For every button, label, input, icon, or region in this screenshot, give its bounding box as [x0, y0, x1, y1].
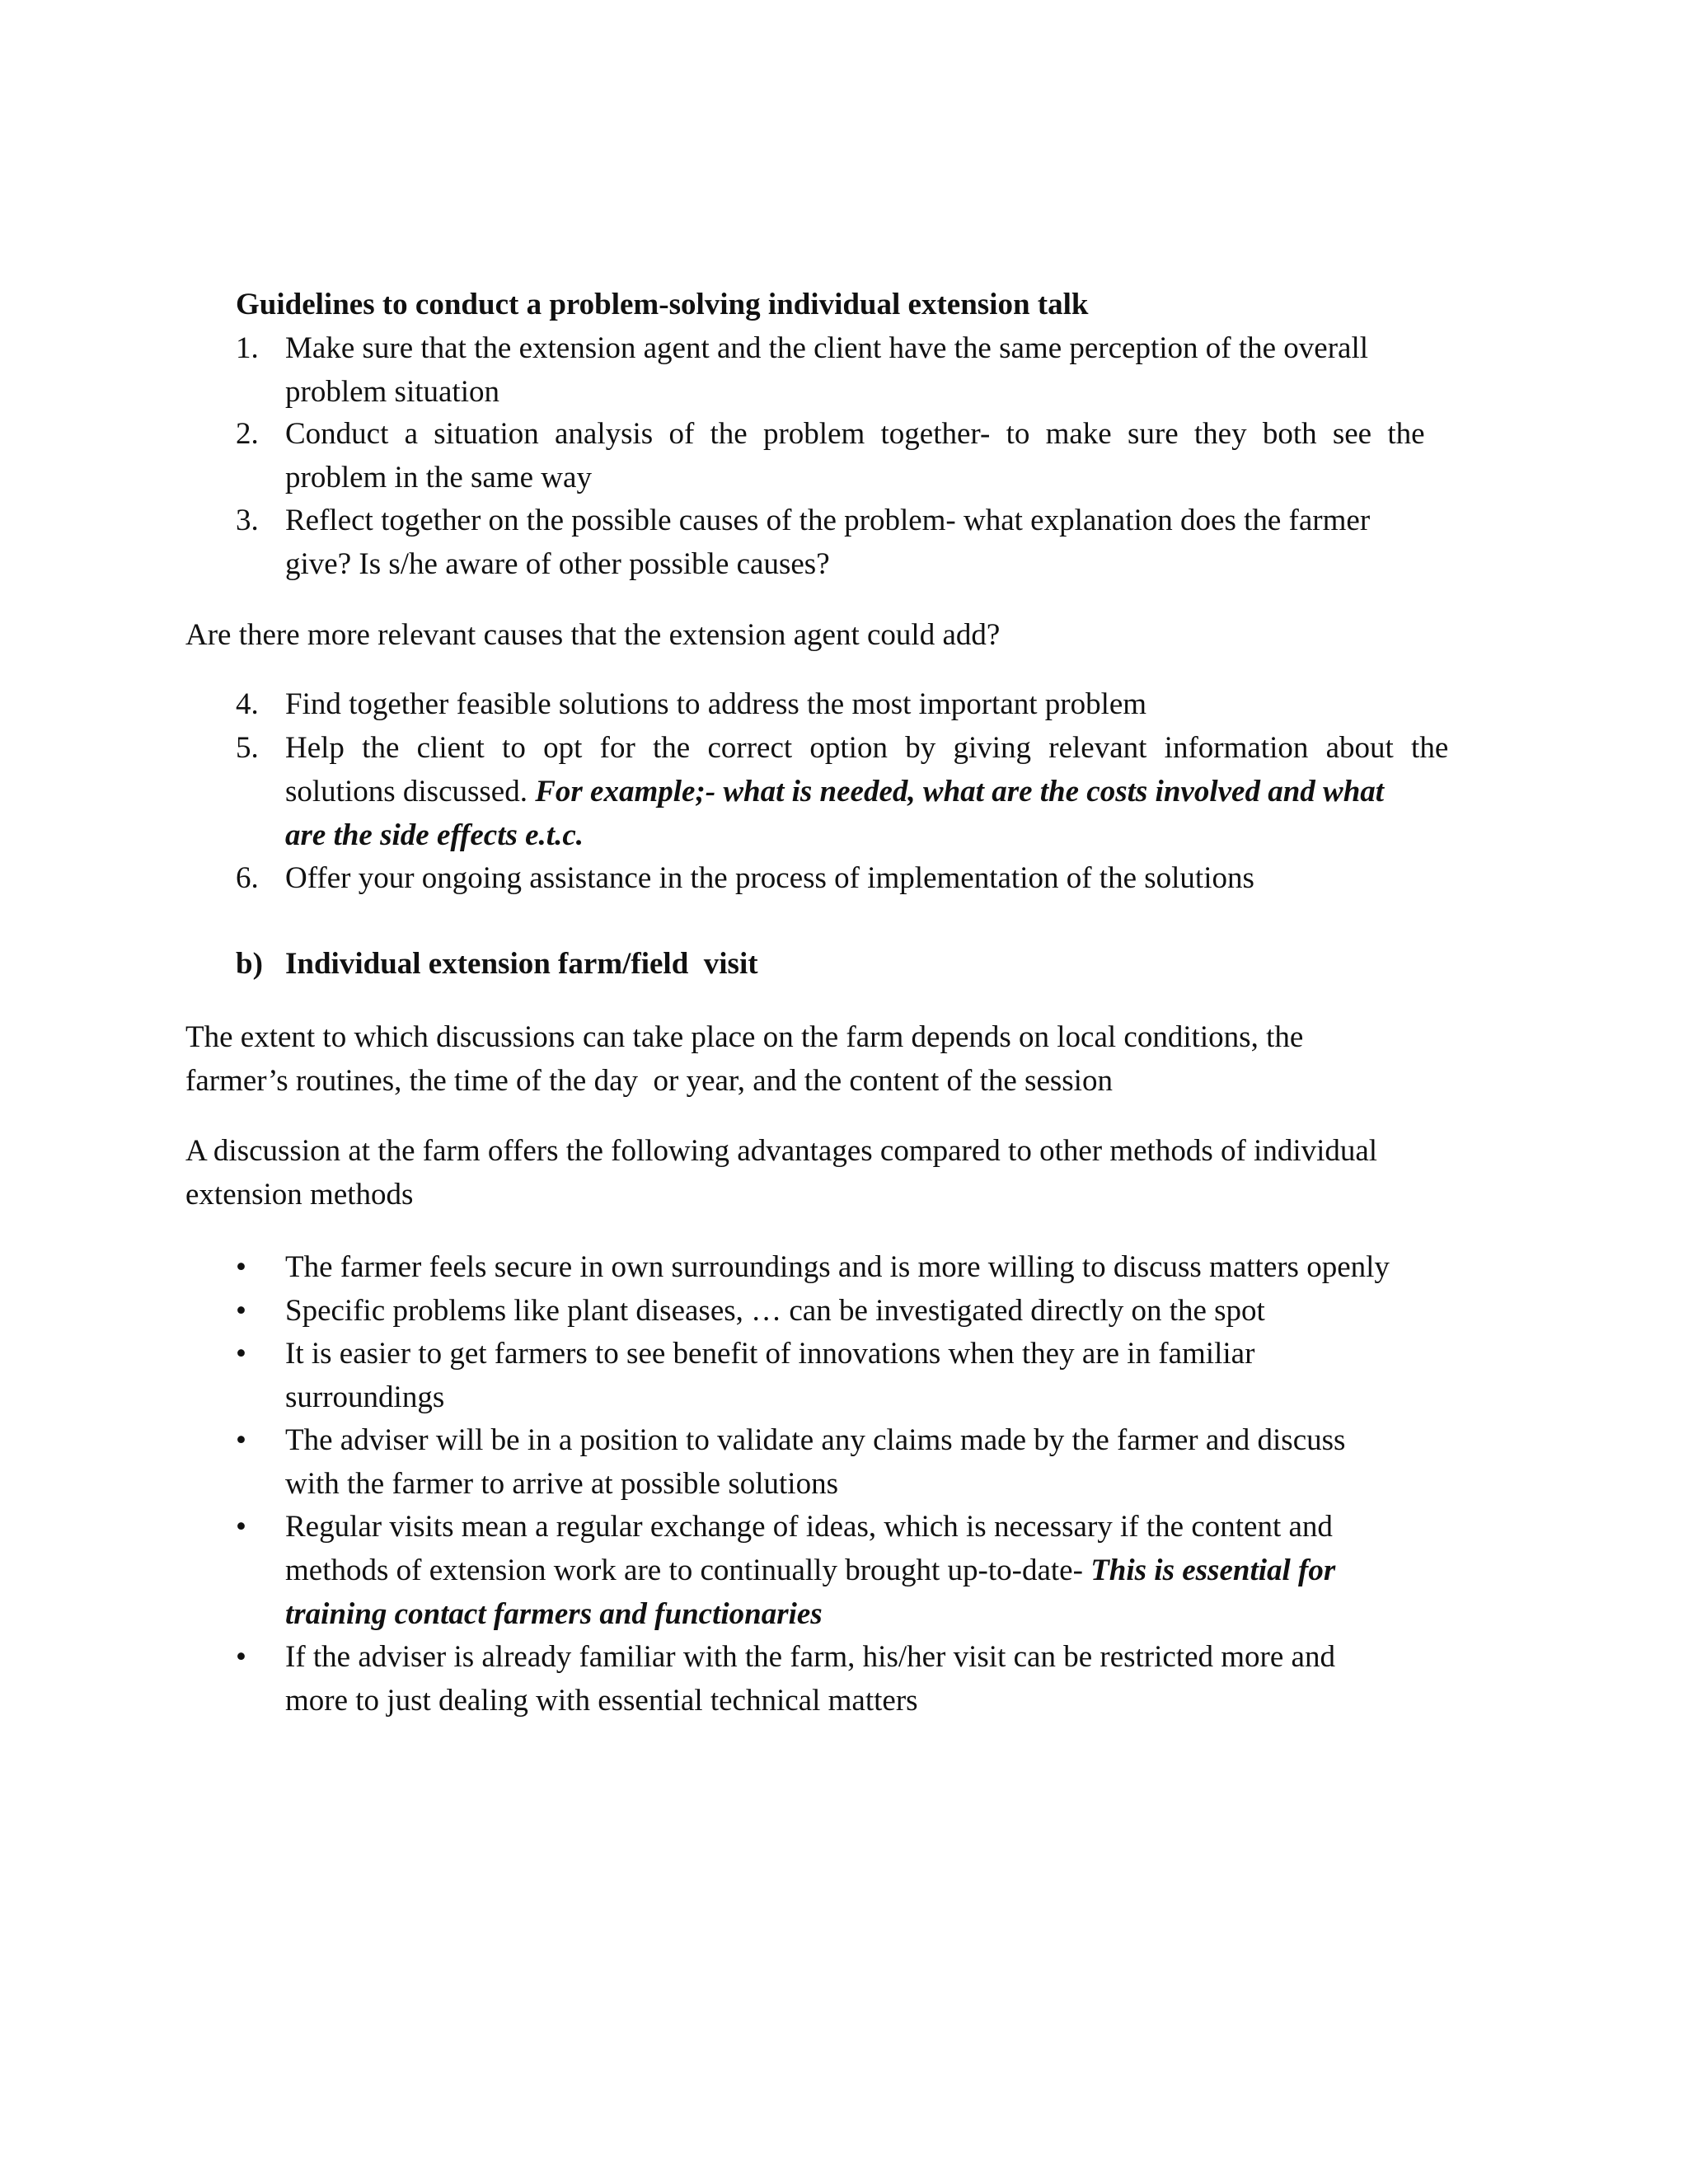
bullet-icon: •	[236, 1423, 246, 1457]
bullet-icon: •	[236, 1510, 246, 1544]
bullet-text: It is easier to get farmers to see benefit of innovations when they are in familiar	[285, 1337, 1255, 1371]
list-item-text: Conduct a situation analysis of the problem together- to make sure they both see the	[285, 417, 1425, 451]
list-item	[236, 856, 1489, 900]
bullet-text: If the adviser is already familiar with the farm, his/her visit can be restricted more and	[285, 1640, 1335, 1674]
list-number: 4.	[236, 687, 259, 721]
bullet-text: more to just dealing with essential technical matters	[285, 1684, 918, 1718]
paragraph-line: The extent to which discussions can take place on the farm depends on local conditions, the	[185, 1020, 1304, 1054]
list-item-text: Help the client to opt for the correct option by giving relevant information about the	[285, 731, 1449, 765]
bullet-text: surroundings	[285, 1380, 445, 1414]
list-item	[236, 499, 1489, 586]
list-item-text: Make sure that the extension agent and the client have the same perception of the overall	[285, 331, 1369, 365]
list-item	[236, 412, 1489, 499]
list-item-text: give? Is s/he aware of other possible causes?	[285, 547, 830, 581]
bullet-icon: •	[236, 1250, 246, 1284]
example-emphasis: For example;- what is needed, what are the costs involved and what	[535, 775, 1385, 808]
list-number: 6.	[236, 861, 259, 895]
bullet-icon: •	[236, 1337, 246, 1371]
list-item-text: Offer your ongoing assistance in the process of implementation of the solutions	[285, 861, 1254, 895]
paragraph-line: A discussion at the farm offers the following advantages compared to other methods of individual	[185, 1134, 1378, 1168]
bullet-text: Specific problems like plant diseases, … can be investigated directly on the spot	[285, 1294, 1265, 1328]
list-item-text: problem in the same way	[285, 461, 592, 494]
list-item	[236, 726, 1489, 857]
bullet-icon: •	[236, 1294, 246, 1328]
section-label: b)	[236, 947, 263, 981]
list-item-text: Reflect together on the possible causes of the problem- what explanation does the farmer	[285, 504, 1371, 537]
essential-emphasis: This is essential for	[1090, 1554, 1336, 1587]
list-item-text: solutions discussed.	[285, 775, 536, 808]
list-number: 5.	[236, 731, 259, 765]
paragraph	[185, 1129, 1504, 1216]
list-number: 3.	[236, 504, 259, 537]
bullet-item	[236, 1289, 1505, 1333]
bullet-item	[236, 1332, 1505, 1419]
list-number: 2.	[236, 417, 259, 451]
paragraph-line: farmer’s routines, the time of the day or year, and the content of the session	[185, 1064, 1113, 1098]
bullet-item	[236, 1505, 1505, 1636]
example-emphasis: are the side effects e.t.c.	[285, 818, 584, 852]
essential-emphasis: training contact farmers and functionaries	[285, 1597, 823, 1631]
guidelines-heading: Guidelines to conduct a problem-solving individual extension talk	[236, 288, 1089, 321]
bullet-item	[236, 1245, 1505, 1289]
paragraph-line: extension methods	[185, 1178, 414, 1212]
list-item	[236, 682, 1489, 726]
list-item-text: Find together feasible solutions to address the most important problem	[285, 687, 1147, 721]
bullet-item	[236, 1418, 1505, 1506]
bullet-icon: •	[236, 1640, 246, 1674]
paragraph: Are there more relevant causes that the extension agent could add?	[185, 618, 1001, 652]
bullet-text: The adviser will be in a position to validate any claims made by the farmer and discuss	[285, 1423, 1346, 1457]
bullet-text: methods of extension work are to continually brought up-to-date-	[285, 1554, 1091, 1587]
bullet-item	[236, 1635, 1505, 1722]
list-item	[236, 326, 1489, 414]
list-item-text: problem situation	[285, 375, 499, 409]
list-number: 1.	[236, 331, 259, 365]
paragraph	[185, 1015, 1504, 1103]
bullet-text: Regular visits mean a regular exchange of ideas, which is necessary if the content and	[285, 1510, 1333, 1544]
bullet-text: The farmer feels secure in own surroundings and is more willing to discuss matters openly	[285, 1250, 1390, 1284]
bullet-text: with the farmer to arrive at possible solutions	[285, 1467, 838, 1501]
section-heading	[236, 942, 1489, 986]
section-title: Individual extension farm/field visit	[285, 947, 758, 981]
